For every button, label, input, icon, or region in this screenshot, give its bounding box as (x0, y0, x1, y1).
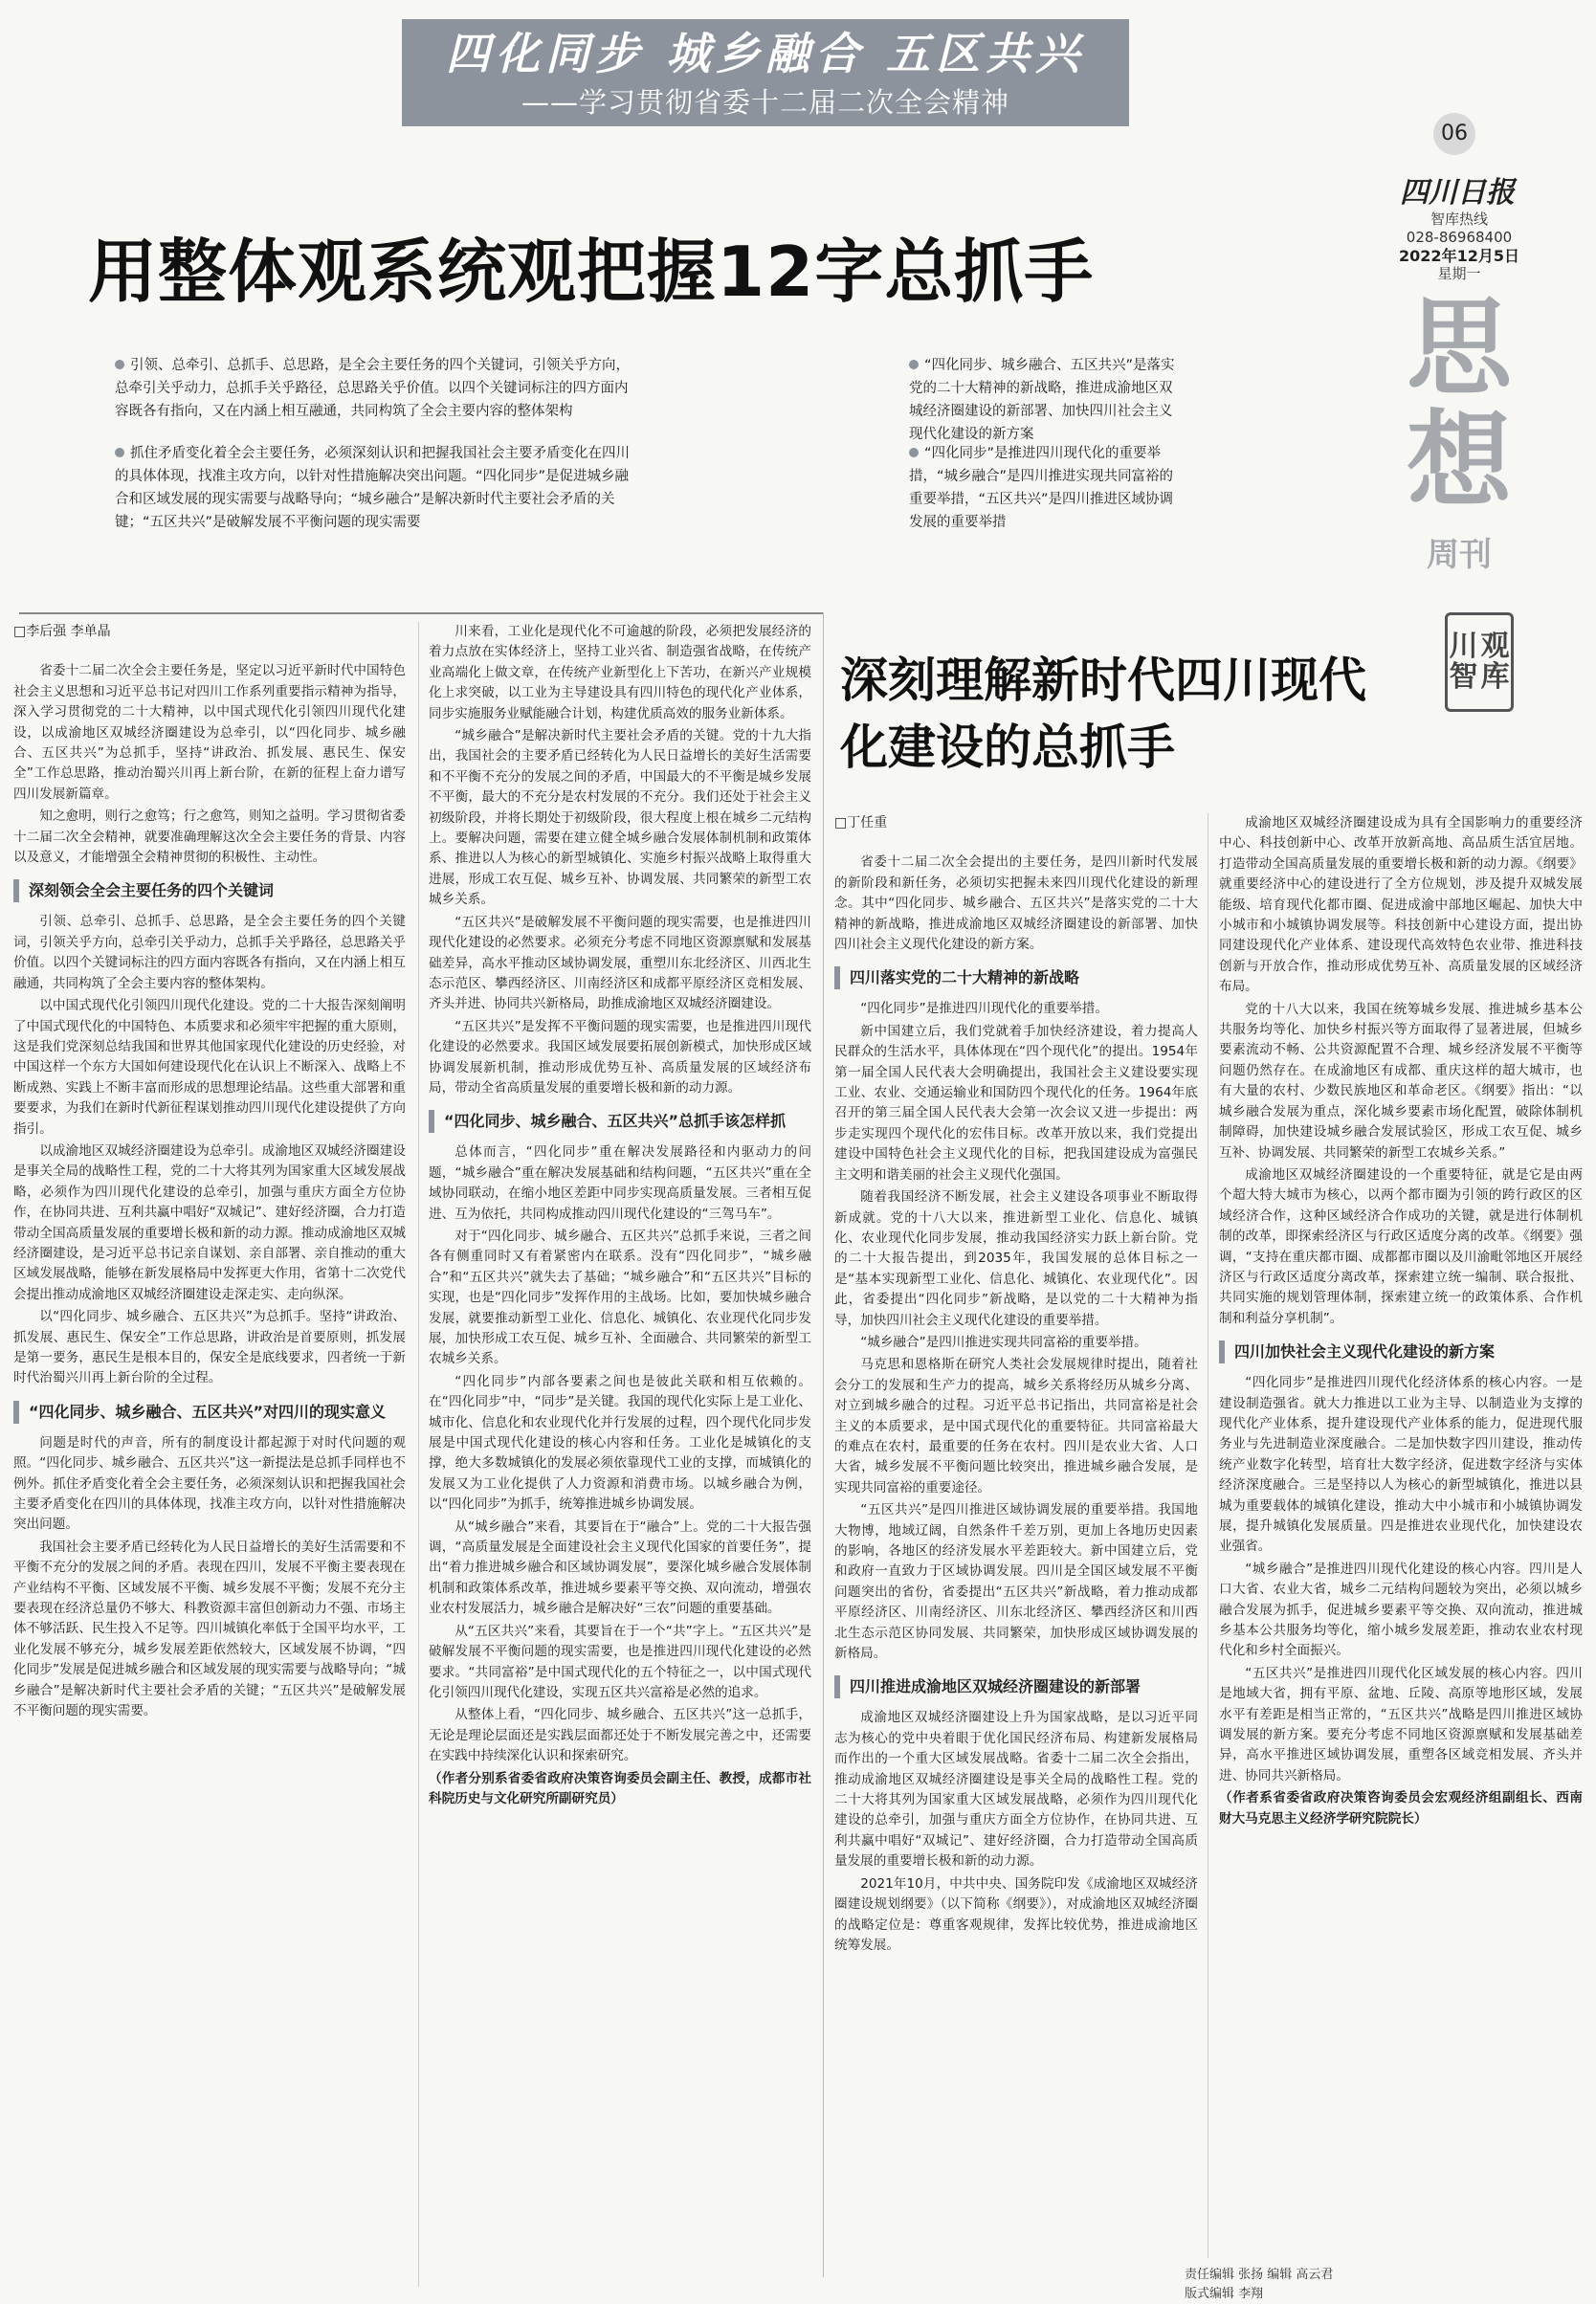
subheading: “四化同步、城乡融合、五区共兴”对四川的现实意义 (13, 1401, 406, 1424)
paragraph: 问题是时代的声音，所有的制度设计都起源于对时代问题的观照。“四化同步、城乡融合、五区共兴”这一新提法是总抓手同样也不例外。抓住矛盾变化着全会主要任务，必须深刻认识和把握我国社会主要矛盾变化在四川的具体体现，找准主攻方向，以针对性措施解决突出问题。 (13, 1434, 406, 1533)
paragraph: “五区共兴”是四川推进区域协调发展的重要举措。我国地大物博，地域辽阔，自然条件千差万别，更加上各地历史因素的影响，各地区的经济发展水平差距较大。新中国建立后，党和政府一直致力于区域协调发展。四川是全国区域发展不平衡问题突出的省份，省委提出“五区共兴”新战略，着力推动成都平原经济区、川南经济区、川东北经济区、攀西经济区和川西北生态示范区协同发展、共同繁荣，加快形成区域协调发展的新格局。 (834, 1502, 1198, 1662)
paragraph: “城乡融合”是四川推进实现共同富裕的重要举措。 (860, 1334, 1147, 1350)
topic-banner (402, 19, 1129, 126)
author-note: （作者分别系省委省政府决策咨询委员会副主任、教授，成都市社科院历史与文化研究所副研究员） (429, 1770, 811, 1806)
bullet-icon (909, 360, 919, 369)
paragraph: “四化同步”是推进四川现代化经济体系的核心内容。一是建设制造强省。就大力推进以工业为主导、以制造业为支撑的现代化产业体系，提升建设现代产业体系的能力，促进现代服务业与先进制造业深度融合。二是加快数字四川建设，推动传统产业数字化转型，培育壮大数字经济，促进数字经济与实体经济深度融合。三是坚持以人为核心的新型城镇化，推进以县城为重要载体的城镇化建设，推动大中小城市和小城镇协调发展，提升城镇化发展质量。四是推进农业现代化，加快建设农业强省。 (1219, 1375, 1583, 1555)
subheading: 四川推进成渝地区双城经济圈建设的新部署 (834, 1675, 1198, 1698)
lead-paragraph: “四化同步”是推进四川现代化的重要举措，“城乡融合”是四川推进实现共同富裕的重要举措，“五区共兴”是四川推进区域协调发展的重要举措 (909, 446, 1174, 530)
page-number-badge: 06 (1433, 113, 1475, 155)
author-note: （作者系省委省政府决策咨询委员会宏观经济组副组长、西南财大马克思主义经济学研究院院长） (1219, 1790, 1583, 1827)
paragraph: 党的十八大以来，我国在统筹城乡发展、推进城乡基本公共服务均等化、加快乡村振兴等方面取得了显著进展，但城乡要素流动不畅、公共资源配置不合理、城乡经济发展不平衡等问题仍然存在。在成渝地区有成都、重庆这样的超大城市，也有大量的农村、少数民族地区和革命老区。《纲要》指出：“以城乡融合发展为重点，深化城乡要素市场化配置，破除体制机制障碍，加快建设城乡融合发展试验区，形成工农互促、城乡互补、协调发展、共同繁荣的新型工农城乡关系。” (1219, 1001, 1583, 1161)
bullet-icon (115, 360, 124, 369)
lead-paragraph: “四化同步、城乡融合、五区共兴”是落实党的二十大精神的新战略，推进成渝地区双城经济圈建设的新部署、加快四川社会主义现代化建设的新方案 (909, 358, 1175, 442)
paragraph: “五区共兴”是破解发展不平衡问题的现实需要，也是推进四川现代化建设的必然要求。必须充分考虑不同地区资源禀赋和发展基础差异，高水平推动区域协调发展，重塑川东北经济区、川西北生态示范区、攀西经济区、川南经济区和成都平原经济区竞相发展、齐头并进、协同共兴新格局，助推成渝地区双城经济圈建设。 (429, 914, 811, 1012)
paragraph: “四化同步”是推进四川现代化的重要举措。 (860, 1001, 1108, 1017)
banner-title: 四化同步 城乡融合 五区共兴 (445, 28, 1086, 79)
column-stamp: 川 观 智 库 (1445, 612, 1514, 712)
article1-column-1 (13, 622, 406, 2287)
section-subtitle: 周刊 (1427, 536, 1492, 574)
paragraph: 以中国式现代化引领四川现代化建设。党的二十大报告深刻阐明了中国式现代化的中国特色、本质要求和必须牢牢把握的重大原则，这是我们党深刻总结我国和世界其他国家现代化建设的历史经验，对中国这样一个东方大国如何建设现代化在认识上不断深入、战略上不断成熟、实践上不断丰富而形成的思想理论结晶。这些重大部署和重要要求，为我们在新时代新征程谋划推动四川现代化建设提供了方向指引。 (13, 998, 406, 1137)
dept-phone: 028-86968400 (1406, 229, 1513, 246)
paragraph: “城乡融合”是推进四川现代化建设的核心内容。四川是人口大省、农业大省，城乡二元结构问题较为突出，必须以城乡融合发展为抓手，促进城乡要素平等交换、双向流动，推进城乡基本公共服务均等化，缩小城乡发展差距，推动农业农村现代化和乡村全面振兴。 (1219, 1561, 1583, 1659)
paragraph: 省委十二届二次全会提出的主要任务，是四川新时代发展的新阶段和新任务，必须切实把握未来四川现代化建设的新理念。其中“四化同步、城乡融合、五区共兴”是落实党的二十大精神的新战略，推进成渝地区双城经济圈建设的新部署、加快四川社会主义现代化建设的新方案。 (834, 854, 1198, 953)
paragraph: 新中国建立后，我们党就着手加快经济建设，着力提高人民群众的生活水平，具体体现在“四个现代化”的提出。1954年第一届全国人民代表大会明确提出，我国社会主义建设要实现工业、农业、交通运输业和国防四个现代化的任务。1964年底召开的第三届全国人民代表大会第一次会议又进一步提出：两步走实现四个现代化的宏伟目标。改革开放以来，我们党提出建设中国特色社会主义现代化的目标，把我国建设成为富强民主文明和谐美丽的社会主义现代化强国。 (834, 1023, 1198, 1183)
paragraph: “五区共兴”是推进四川现代化区域发展的核心内容。四川是地域大省，拥有平原、盆地、丘陵、高原等地形区域，发展水平有差距是相当正常的，“五区共兴”战略是四川推进区域协调发展的新方案。要充分考虑不同地区资源禀赋和发展基础差异，高水平推进区域协调发展，重塑各区域竞相发展、齐头并进、协同共兴新格局。 (1219, 1665, 1583, 1783)
paragraph: 从“城乡融合”来看，其要旨在于“融合”上。党的二十大报告强调，“高质量发展是全面建设社会主义现代化国家的首要任务”，提出“着力推进城乡融合和区域协调发展”，要深化城乡融合发展体制机制和政策体系改革，推进城乡要素平等交换、双向流动，增强农业农村发展活力，城乡融合是解决好“三农”问题的重要基础。 (429, 1518, 811, 1617)
divider (823, 612, 824, 2277)
paragraph: 以“四化同步、城乡融合、五区共兴”为总抓手。坚持“讲政治、抓发展、惠民生、保安全”工作总思路，讲政治是首要原则，抓发展是第一要务，惠民生是根本目的，保安全是底线要求，四者统一于新时代治蜀兴川再上新台阶的全过程。 (13, 1309, 406, 1386)
paragraph: 从整体上看，“四化同步、城乡融合、五区共兴”这一总抓手，无论是理论层面还是实践层面都还处于不断发展完善之中，还需要在实践中持续深化认识和探索研究。 (429, 1707, 811, 1764)
article1-column-2 (429, 622, 811, 2287)
paragraph: 川来看，工业化是现代化不可逾越的阶段，必须把发展经济的着力点放在实体经济上，坚持工业兴省、制造强省战略，在传统产业高端化上做文章，在传统产业新型化上下苦功，在新兴产业规模化上求突破，以工业为主导建设具有四川特色的现代化产业体系，同步实施服务业赋能融合计划，构建优质高效的服务业新体系。 (429, 624, 811, 721)
article1-headline: 用整体观系统观把握12字总抓手 (88, 232, 1095, 312)
banner-subtitle: ——学习贯彻省委十二届二次全会精神 (521, 86, 1009, 119)
dept-info (1387, 210, 1531, 283)
lead-paragraph: 引领、总牵引、总抓手、总思路，是全会主要任务的四个关键词，引领关乎方向，总牵引关乎动力，总抓手关乎路径，总思路关乎价值。以四个关键词标注的四方面内容既各有指向，又在内涵上相互融通，共同构筑了全会主要内容的整体架构 (115, 358, 630, 419)
paragraph: 对于“四化同步、城乡融合、五区共兴”总抓手来说，三者之间各有侧重同时又有着紧密内在联系。没有“四化同步”，“城乡融合”和“五区共兴”就失去了基础；“城乡融合”和“五区共兴”目标的实现，也是“四化同步”发挥作用的主战场。比如，要加快城乡融合发展，就要推动新型工业化、信息化、城镇化、农业现代化同步发展，加快形成工农互促、城乡互补、全面融合、共同繁荣的新型工农城乡关系。 (429, 1228, 811, 1367)
paragraph: “五区共兴”是发挥不平衡问题的现实需要，也是推进四川现代化建设的必然要求。我国区域发展要拓展创新模式，加快形成区域协调发展新机制，推动形成优势互补、高质量发展的区域经济布局，带动全省高质量发展的重要增长极和新的动力源。 (429, 1018, 811, 1096)
article2-headline: 深刻理解新时代四川现代化建设的总抓手 (840, 653, 1366, 775)
paragraph: 成渝地区双城经济圈建设上升为国家战略，是以习近平同志为核心的党中央着眼于优化国民经济布局、构建新发展格局而作出的一个重大区域发展战略。省委十二届二次全会指出，推动成渝地区双城经济圈建设是事关全局的战略性工程。党的二十大将其列为国家重大区域发展战略，必须作为四川现代化建设的总牵引，加强与重庆方面全方位协作，在协同共进、互利共赢中唱好“双城记”、建好经济圈，合力打造带动全国高质量发展的重要增长极和新的动力源。 (834, 1710, 1198, 1870)
paragraph: 知之愈明，则行之愈笃；行之愈笃，则知之益明。学习贯彻省委十二届二次全会精神，就要准确理解这次全会主要任务的背景、内容以及意义，才能增强全会精神贯彻的积极性、主动性。 (13, 809, 406, 866)
bullet-icon (115, 448, 124, 457)
issue-date: 2022年12月5日 (1399, 247, 1519, 265)
subheading: 深刻领会全会主要任务的四个关键词 (13, 879, 406, 902)
paragraph: 以成渝地区双城经济圈建设为总牵引。成渝地区双城经济圈建设是事关全局的战略性工程，党的二十大将其列为国家重大区域发展战略，必须作为四川现代化建设的总牵引，加强与重庆方面全方位协作，在协同共进、互利共赢中唱好“双城记”、建好经济圈，合力打造带动全国高质量发展的重要增长极和新的动力源。推动成渝地区双城经济圈建设，是习近平总书记亲自谋划、亲自部署、亲自推动的重大区域发展战略，能够在新发展格局中发挥更大作用，省第十二次党代会提出推动成渝地区双城经济圈建设走深走实、走向纵深。 (13, 1142, 406, 1302)
paragraph: 成渝地区双城经济圈建设的一个重要特征，就是它是由两个超大特大城市为核心，以两个都市圈为引领的跨行政区的区域经济合作，这种区域经济合作成功的关键，就是进行体制机制的改革，即探索经济区与行政区适度分离的改革。《纲要》强调，“支持在重庆都市圈、成都都市圈以及川渝毗邻地区开展经济区与行政区适度分离改革，探索建立统一编制、联合报批、共同实施的规划管理体制，探索建立统一的政策体系、合作机制和利益分享机制”。 (1219, 1166, 1583, 1326)
paragraph: 随着我国经济不断发展，社会主义建设各项事业不断取得新成就。党的十八大以来，推进新型工业化、信息化、城镇化、农业现代化同步发展，推动我国经济实力跃上新台阶。党的二十大报告提出，到2035年，我国发展的总体目标之一是“基本实现新型工业化、信息化、城镇化、农业现代化”。因此，省委提出“四化同步”新战略，是以党的二十大精神为指导，加快四川社会主义现代化建设的重要举措。 (834, 1189, 1198, 1328)
paragraph: 2021年10月，中共中央、国务院印发《成渝地区双城经济圈建设规划纲要》（以下简称《纲要》），对成渝地区双城经济圈的战略定位是：尊重客观规律，发挥比较优势，推进成渝地区统筹发展。 (834, 1875, 1198, 1953)
bullet-icon (909, 448, 919, 457)
byline: □丁任重 (834, 815, 888, 831)
divider (19, 612, 823, 614)
paragraph: 马克思和恩格斯在研究人类社会发展规律时提出，随着社会分工的发展和生产力的提高，城乡关系将经历从城乡分离、对立到城乡融合的过程。习近平总书记指出，共同富裕是社会主义的本质要求，是中国式现代化的重要特征。共同富裕最大的难点在农村，最重要的任务在农村。四川是农业大省、人口大省，城乡发展不平衡问题比较突出，推进城乡融合发展，是实现共同富裕的重要途径。 (834, 1357, 1198, 1495)
divider (418, 622, 419, 2287)
subheading: 四川加快社会主义现代化建设的新方案 (1219, 1340, 1583, 1363)
subheading: “四化同步、城乡融合、五区共兴”总抓手该怎样抓 (429, 1110, 811, 1133)
paragraph: 总体而言，“四化同步”重在解决发展路径和内驱动力的问题，“城乡融合”重在解决发展基础和结构问题，“五区共兴”重在全域协同联动，在缩小地区差距中同步实现高质量发展。三者相互促进、互为依托，共同构成推动四川现代化建设的“三驾马车”。 (429, 1144, 811, 1222)
newspaper-masthead: 四川日报 (1400, 176, 1515, 210)
dept-name: 智库热线 (1430, 210, 1488, 228)
lead-paragraph: 抓住矛盾变化着全会主要任务，必须深刻认识和把握我国社会主要矛盾变化在四川的具体体现，找准主攻方向，以针对性措施解决突出问题。“四化同步”是促进城乡融合和区域发展的现实需要与战略导向；“城乡融合”是解决新时代主要社会矛盾的关键；“五区共兴”是破解发展不平衡问题的现实需要 (115, 446, 630, 530)
paragraph: “四化同步”内部各要素之间也是彼此关联和相互依赖的。在“四化同步”中，“同步”是关键。我国的现代化实际上是工业化、城市化、信息化和农业现代化并行发展的过程，四个现代化同步发展是中国式现代化建设的核心内容和任务。工业化是城镇化的支撑，绝大多数城镇化的发展必须依靠现代工业的支撑，而城镇化的发展又为工业化提供了人力资源和消费市场。以城乡融合为例，以“四化同步”为抓手，统筹推进城乡协调发展。 (429, 1373, 811, 1513)
paragraph: 省委十二届二次全会主要任务是，坚定以习近平新时代中国特色社会主义思想和习近平总书记对四川工作系列重要指示精神为指导，深入学习贯彻党的二十大精神，以中国式现代化引领四川现代化建设，以成渝地区双城经济圈建设为总牵引，以“四化同步、城乡融合、五区共兴”为总抓手，坚持“讲政治、抓发展、惠民生、保安全”工作总思路，推动治蜀兴川再上新台阶，在新的征程上奋力谱写四川发展新篇章。 (13, 663, 406, 802)
paragraph: 成渝地区双城经济圈建设成为具有全国影响力的重要经济中心、科技创新中心、改革开放新高地、高品质生活宜居地。打造带动全国高质量发展的重要增长极和新的动力源。《纲要》就重要经济中心的建设进行了全方位规划，涉及提升双城发展能级、培育现代化都市圈、促进成渝中部地区崛起、加快大中小城市和小城镇协调发展等。科技创新中心建设方面，提出协同建设现代化产业体系、建设现代高效特色农业带、推进科技创新与开放合作，推动形成优势互补、高质量发展的区域经济布局。 (1219, 815, 1583, 995)
subheading: 四川落实党的二十大精神的新战略 (834, 966, 1198, 989)
paragraph: 引领、总牵引、总抓手、总思路，是全会主要任务的四个关键词，引领关乎方向，总牵引关乎动力，总抓手关乎路径，总思路关乎价值。以四个关键词标注的四方面内容既各有指向，又在内涵上相互融通，共同构筑了全会主要内容的整体架构。 (13, 914, 406, 991)
editor-credits: 责任编辑 张扬 编辑 高云君 版式编辑 李翔 (1185, 2268, 1334, 2301)
byline: □李后强 李单晶 (13, 624, 111, 639)
section-title: 思想 (1407, 286, 1512, 522)
paragraph: “城乡融合”是解决新时代主要社会矛盾的关键。党的十九大指出，我国社会的主要矛盾已经转化为人民日益增长的美好生活需要和不平衡不充分的发展之间的矛盾，中国最大的不平衡是城乡发展不平衡，最大的不充分是农村发展的不充分。我们还处于社会主义初级阶段，并将长期处于初级阶段，很大程度上根在城乡二元结构上。要解决问题，需要在建立健全城乡融合发展体制机制和政策体系、推进以人为核心的新型城镇化、实施乡村振兴战略上取得重大进展，形成工农互促、城乡互补、协调发展、共同繁荣的新型工农城乡关系。 (429, 728, 811, 908)
paragraph: 我国社会主要矛盾已经转化为人民日益增长的美好生活需要和不平衡不充分的发展之间的矛盾。表现在四川，发展不平衡主要表现在产业结构不平衡、区域发展不平衡、城乡发展不平衡；发展不充分主要表现在经济总量仍不够大、科教资源丰富但创新动力不强、市场主体不够活跃、民生投入不足等。四川城镇化率低于全国平均水平，工业化发展不够充分，城乡发展差距依然较大，区域发展不协调，“四化同步”发展是促进城乡融合和区域发展的现实需要与战略导向；“城乡融合”是解决新时代主要社会矛盾的关键；“五区共兴”是破解发展不平衡问题的现实需要。 (13, 1539, 406, 1719)
article2-column-2 (1219, 813, 1583, 2249)
article2-column-1 (834, 813, 1198, 2268)
paragraph: 从“五区共兴”来看，其要旨在于一个“共”字上。“五区共兴”是破解发展不平衡问题的现实需要，也是推进四川现代化建设的必然要求。“共同富裕”是中国式现代化的五个特征之一，以中国式现代化引领四川现代化建设，实现五区共兴富裕是必然的追求。 (429, 1623, 811, 1700)
issue-weekday: 星期一 (1437, 265, 1481, 282)
